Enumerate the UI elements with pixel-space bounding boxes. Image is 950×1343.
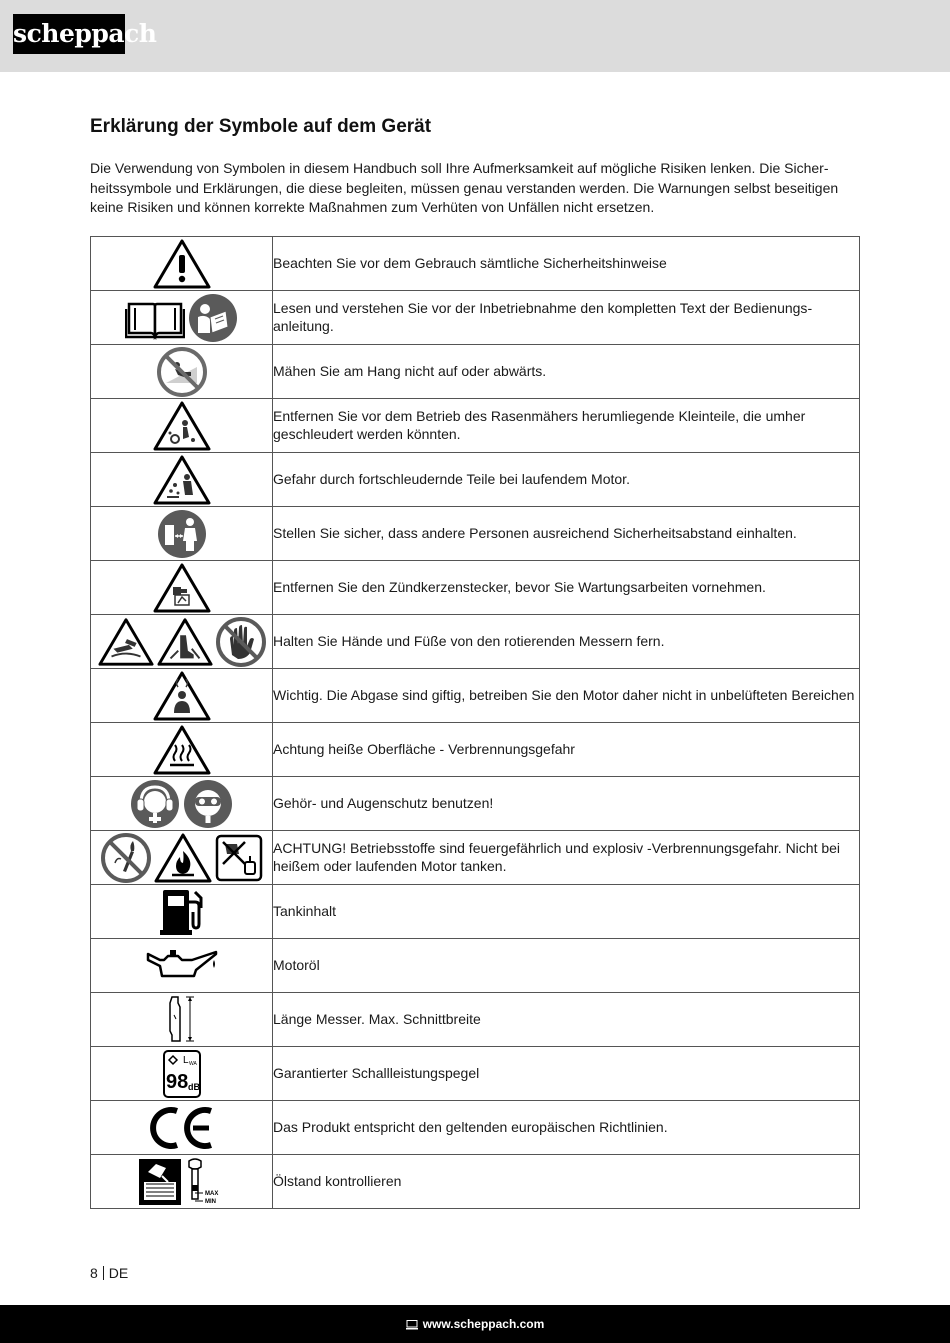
table-row: [91, 1155, 860, 1209]
manual-book-icon: [125, 296, 185, 340]
hot-surface-warning-icon: [153, 725, 211, 775]
table-row: [91, 561, 860, 615]
table-row: [91, 1101, 860, 1155]
sound-value: 98: [165, 1070, 188, 1093]
table-row: [91, 993, 860, 1047]
footer-bar: [0, 1305, 950, 1343]
fuel-pump-icon: [159, 888, 205, 936]
no-refuel-hot-engine-icon: [215, 834, 263, 882]
row-text: Beachten Sie vor dem Gebrauch sämtliche Sicherheitshinweise: [273, 237, 860, 291]
row-text: Lesen und verstehen Sie vor der Inbetriebnahme den kompletten Text der Bedienungsanleitung.: [273, 291, 860, 345]
general-warning-icon: [153, 239, 211, 289]
brand-logo: scheppach: [13, 14, 125, 54]
sound-unit: dB: [187, 1081, 200, 1092]
sound-label: L: [182, 1054, 189, 1066]
row-text: ACHTUNG! Betriebsstoffe sind feuergefährlich und explosiv -Verbrennungsgefahr. Nicht bei heißem oder laufenden Motor tanken.: [273, 831, 860, 885]
computer-icon: [406, 1320, 418, 1330]
eye-protection-icon: [183, 779, 233, 829]
no-hands-icon: [216, 617, 266, 667]
table-row: [91, 669, 860, 723]
read-manual-icon: [188, 293, 238, 343]
table-row: [91, 291, 860, 345]
table-row: [91, 399, 860, 453]
page-separator: [103, 1266, 104, 1280]
row-text: Entfernen Sie vor dem Betrieb des Rasenmähers herumliegende Kleinteile, die umher geschleudert werden könnten.: [273, 399, 860, 453]
row-text: Gefahr durch fortschleudernde Teile bei laufendem Motor.: [273, 453, 860, 507]
page-number: [90, 1265, 128, 1281]
dipstick-icon: [185, 1157, 225, 1207]
row-text: Tankinhalt: [273, 885, 860, 939]
oil-check-icon: [138, 1158, 182, 1206]
spark-plug-warning-icon: [153, 563, 211, 613]
row-text: Halten Sie Hände und Füße von den rotierenden Messern fern.: [273, 615, 860, 669]
table-row: [91, 1047, 860, 1101]
flammable-warning-icon: [154, 833, 212, 883]
row-text: Gehör- und Augenschutz benutzen!: [273, 777, 860, 831]
row-text: Das Produkt entspricht den geltenden europäischen Richtlinien.: [273, 1101, 860, 1155]
page-language: DE: [108, 1265, 129, 1281]
section-title: Erklärung der Symbole auf dem Gerät: [90, 116, 432, 137]
row-text: Stellen Sie sicher, dass andere Personen ausreichend Sicherheitsabstand einhalten.: [273, 507, 860, 561]
remove-objects-warning-icon: [153, 401, 211, 451]
table-row: [91, 939, 860, 993]
table-row: [91, 885, 860, 939]
table-row: [91, 831, 860, 885]
table-row: [91, 507, 860, 561]
row-text: Ölstand kontrollieren: [273, 1155, 860, 1209]
row-text: Garantierter Schallleistungspegel: [273, 1047, 860, 1101]
oil-can-icon: [144, 946, 220, 986]
ear-protection-icon: [130, 779, 180, 829]
header-bar: [0, 0, 950, 72]
row-text: Länge Messer. Max. Schnittbreite: [273, 993, 860, 1047]
dipstick-min: MIN: [205, 1198, 216, 1205]
ce-mark-icon: [149, 1105, 215, 1151]
blade-length-icon: [164, 995, 200, 1045]
row-text: Motoröl: [273, 939, 860, 993]
toxic-fumes-warning-icon: [153, 671, 211, 721]
sound-power-icon: [163, 1050, 201, 1098]
sound-sub: WA: [188, 1060, 197, 1067]
table-row: [91, 615, 860, 669]
no-mowing-on-slope-icon: [157, 347, 207, 397]
flying-debris-warning-icon: [153, 455, 211, 505]
table-row: [91, 237, 860, 291]
row-text: Mähen Sie am Hang nicht auf oder abwärts.: [273, 345, 860, 399]
row-text: Entfernen Sie den Zündkerzenstecker, bevor Sie Wartungsarbeiten vornehmen.: [273, 561, 860, 615]
row-text: Wichtig. Die Abgase sind giftig, betreiben Sie den Motor daher nicht in unbelüfteten Bereichen: [273, 669, 860, 723]
row-text: Achtung heiße Oberfläche - Verbrennungsgefahr: [273, 723, 860, 777]
table-row: [91, 723, 860, 777]
table-row: [91, 453, 860, 507]
page-number-value: 8: [90, 1265, 98, 1281]
blade-foot-warning-icon: [157, 617, 213, 667]
safety-distance-icon: [157, 509, 207, 559]
dipstick-max: MAX: [205, 1190, 219, 1197]
no-fire-icon: [101, 833, 151, 883]
section-intro: Die Verwendung von Symbolen in diesem Handbuch soll Ihre Aufmerksamkeit auf mögliche Risiken lenken. Die Sicherheitssymbole und Erklärungen, die diese begleiten, müssen genau verstanden werden. Die Warnungen selbst beseitigen keine Risiken und können korrekte Maßnahmen zum Verhüten von Unfällen nicht ersetzen.: [90, 160, 839, 215]
footer-url[interactable]: www.scheppach.com: [422, 1317, 545, 1331]
table-row: [91, 777, 860, 831]
table-row: [91, 345, 860, 399]
blade-hand-warning-icon: [98, 617, 154, 667]
symbols-table: [90, 236, 860, 1209]
